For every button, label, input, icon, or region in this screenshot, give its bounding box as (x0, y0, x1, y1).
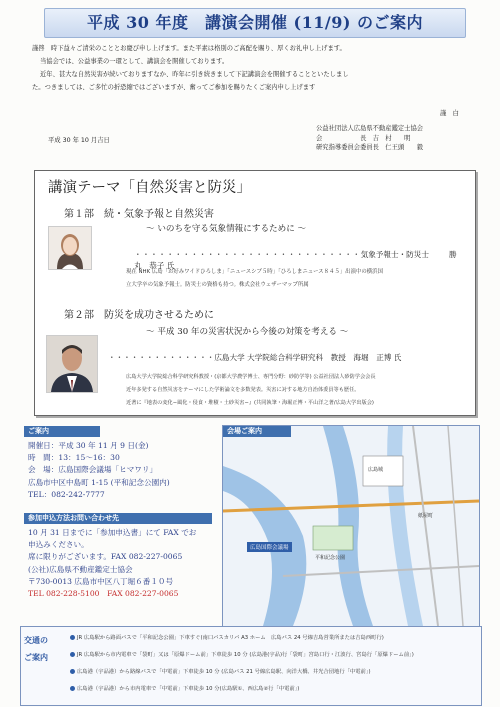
traffic-item-text: 広島港（宇品港）から市内電車で「中電前」下車徒歩 10 分(広島駅①、西広島②行「中電前」) (77, 686, 300, 692)
apply-line-1: 10 月 31 日までに「参加申込書」にて FAX でお (28, 528, 197, 537)
guide-address: 広島市中区中島町 1-15 (平和記念公園内) (28, 477, 170, 487)
sender-org: 公益社団法人広島県不動産鑑定士協会 (316, 125, 424, 132)
speaker2-bio-line-3: 近著に『地表の変化−風化・侵食・堆積・土砂災害−』(共同執筆・海堀正博・平山洋之著/広島大学出版会) (126, 400, 374, 406)
guide-venue: 会 場：広島国際会議場「ヒマワリ」 (28, 465, 158, 475)
speaker1-name: 勝丸 恭子 氏 (134, 250, 457, 270)
title-banner (44, 8, 466, 38)
greeting-closing: 謹 白 (440, 110, 459, 117)
apply-line-4: (公社)広島県不動産鑑定士協会 (28, 564, 133, 574)
apply-details (28, 527, 223, 600)
apply-line-2: 申込みください。 (28, 540, 89, 550)
map-label: 会場ご案内 (223, 426, 291, 437)
speaker2-name: 海堀 正博 氏 (353, 353, 402, 362)
sender-block (316, 124, 486, 153)
traffic-item (70, 667, 475, 684)
speaker1-photo (48, 226, 92, 270)
bullet-icon (70, 669, 75, 674)
speaker2-line: ・・・・・・・・・・・・・・広島大学 大学院総合科学研究科 教授 海堀 正博 氏 (108, 353, 402, 362)
part1-subtitle: ～ いのちを守る気象情報にするために ～ (146, 224, 307, 234)
traffic-item (70, 650, 475, 667)
issue-date: 平成 30 年 10 月吉日 (48, 137, 110, 144)
speaker1-bio-line-1: 現在 NHK 広島「お好みワイドひろしま」「ニュースシブ５時」「ひろしまニュース８４５」出演中の横浜国 (126, 269, 383, 275)
speaker2-portrait-icon (47, 336, 97, 392)
traffic-item-text: JR 広島駅から路面バスで「平和記念公園」下車すぐ(南口バスカリバ A3 ホーム 広島バス 24 号線吉島営業所または吉島西町行) (77, 635, 384, 641)
speaker1-bio (126, 266, 471, 292)
venue-map (222, 425, 480, 627)
apply-line-5: 〒730-0013 広島市中区八丁堀６番１０号 (28, 576, 174, 586)
map-venue-tag: 広島国際会議場 (247, 542, 292, 552)
guide-time: 時 間：13：15～16：30 (28, 453, 120, 463)
sender-role-1: 会 長 (316, 134, 367, 142)
apply-line-6: TEL 082-228-5100 FAX 082-227-0065 (28, 589, 179, 599)
bullet-icon (70, 686, 75, 691)
bullet-icon (70, 652, 75, 657)
greeting-line-1: 謹啓 時下益々ご清栄のこととお慶び申し上げます。また平素は格別のご高配を賜り、厚くお礼申し上げます。 (32, 45, 346, 52)
speaker1-bio-line-2: 立大学卒の気象予報士。防災士の資格も持つ。株式会社ウェザーマップ所属 (126, 282, 309, 288)
page-title: 平成 30 年度 講演会開催 (11/9) のご案内 (87, 13, 423, 32)
greeting-line-3: 近年、甚大な自然災害が続いておりますなか、昨年に引き続きまして下記講演会を開催することといたしまし (40, 71, 349, 78)
traffic-item (70, 633, 475, 650)
apply-line-3: 席に限りがございます。FAX 082-227-0065 (28, 552, 183, 562)
greeting (32, 42, 482, 94)
part2-title: 第２部 防災を成功させるために (64, 310, 214, 321)
speaker2-role: 広島大学 大学院総合科学研究科 教授 (214, 353, 346, 362)
speaker2-bio (126, 371, 471, 410)
speaker1-portrait-icon (49, 227, 91, 269)
traffic-item-text: JR 広島駅から市内電車で「袋町」又は「原爆ドーム前」下車徒歩 10 分 (広島港(宇品)行「袋町」宮島口行・江波行、宮島行「原爆ドーム前」) (77, 652, 414, 658)
guide-tel: TEL：082-242-7777 (28, 489, 105, 499)
map-label-tram: 紙屋町 (418, 513, 434, 519)
traffic-label-line-2: ご案内 (24, 653, 48, 662)
map-drawing (223, 426, 479, 626)
speaker1-line: ・・・・・・・・・・・・・・・・・・・・・・・・・・・・気象予報士・防災士 勝丸 恭子 氏 (134, 250, 457, 270)
traffic-label (24, 632, 64, 666)
map-label-castle: 広島城 (368, 467, 384, 473)
greeting-line-4: た。つきましては、ご多忙の折恐縮ではございますが、奮ってご参加を賜りたくご案内申し上げます (32, 84, 316, 91)
sender-name-1: 吉 村 明 (372, 134, 411, 142)
sender-role-2: 研究指導委員会委員長 (316, 144, 379, 151)
guide-details (28, 440, 218, 501)
guide-date: 開催日：平成 30 年 11 月 9 日(金) (28, 441, 149, 450)
part1-title: 第１部 続・気象予報と自然災害 (64, 209, 214, 220)
traffic-label-line-1: 交通の (24, 636, 48, 645)
apply-label: 参加申込方法お問い合わせ先 (24, 513, 212, 524)
speaker2-bio-line-2: 近年多発する自然災害をテーマにした学術論文を多数発表。災害に対する地方自治体委員等も歴任。 (126, 387, 360, 393)
traffic-item-text: 広島港（宇品港）から路線バスで「中電前」下車徒歩 10 分 (広島バス 21 号線広島駅、向洋大橋、井光合団地行「中電前」) (77, 669, 371, 675)
lecture-theme: 講演テーマ「自然災害と防災」 (48, 180, 251, 196)
speaker2-bio-line-1: 広島大学大学院総合科学研究科教授・(京都大学農学博士、専門分野：砂防学等) 公益社団法人砂防学会会長 (126, 374, 376, 380)
sender-name-2: 仁王頭 毅 (385, 144, 424, 151)
guide-label: ご案内 (24, 426, 100, 437)
speaker2-photo (46, 335, 98, 393)
map-label-park: 平和記念公園 (315, 555, 346, 561)
part2-subtitle: ～ 平成 30 年の災害状況から今後の対策を考える ～ (146, 327, 349, 337)
traffic-list (70, 633, 475, 701)
bullet-icon (70, 635, 75, 640)
greeting-line-2: 当協会では、公益事業の一環として、講演会を開催しております。 (40, 58, 229, 65)
traffic-item (70, 684, 475, 701)
speaker1-role: 気象予報士・防災士 (360, 250, 429, 259)
